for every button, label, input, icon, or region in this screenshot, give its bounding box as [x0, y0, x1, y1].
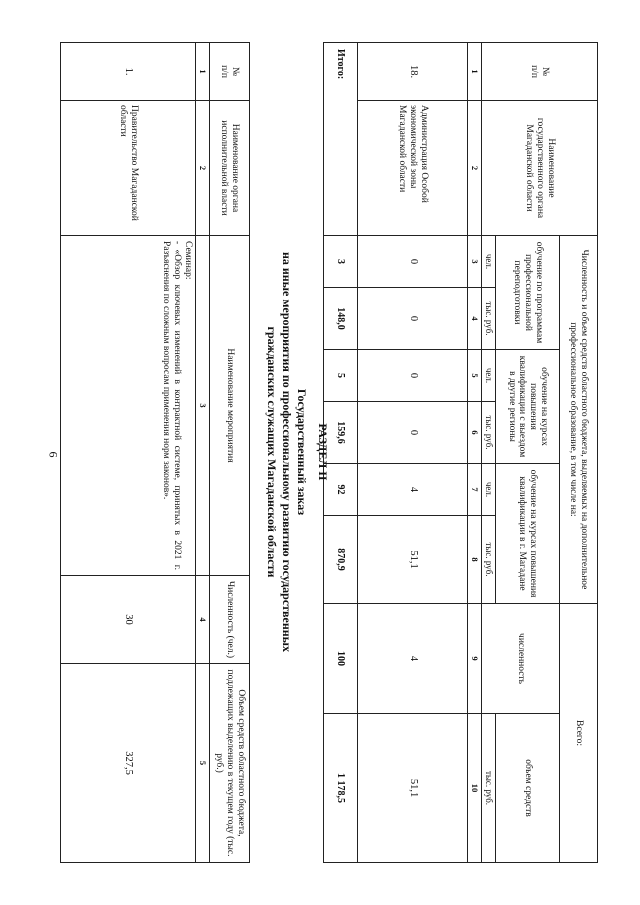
staffing-budget-table-container: [323, 42, 598, 862]
column-number: 10: [468, 714, 482, 863]
events-table-container: [60, 42, 250, 862]
column-number: 1: [196, 43, 210, 101]
column-number: 8: [468, 516, 482, 604]
column-number: 5: [196, 664, 210, 863]
row-event: [61, 236, 196, 576]
row-cell: 4: [358, 604, 468, 714]
row-cell: 51,1: [358, 516, 468, 604]
row-cell: 0: [358, 402, 468, 464]
unit-people: чел.: [482, 350, 496, 402]
column-number: 4: [468, 288, 482, 350]
header-org: Наименование государственного органа Магаданской области: [482, 101, 598, 236]
unit-people: чел.: [482, 236, 496, 288]
total-cell: 870,9: [324, 516, 358, 604]
header-volume: Объем средств областного бюджета, подлежащих выделению в текущем году (тыс. руб.): [210, 664, 250, 863]
event-title: Семинар:: [183, 241, 193, 280]
row-volume: 327,5: [61, 664, 196, 863]
row-cell: 0: [358, 288, 468, 350]
total-cell: 92: [324, 464, 358, 516]
column-number: 3: [196, 236, 210, 576]
unit-money: тыс. руб.: [482, 288, 496, 350]
column-numbers-row: [468, 43, 482, 863]
total-cell: 100: [324, 604, 358, 714]
row-cell: 0: [358, 350, 468, 402]
row-number: 18.: [358, 43, 468, 101]
table-row: [61, 43, 196, 863]
header-total: Всего:: [560, 604, 598, 863]
total-cell: 148,0: [324, 288, 358, 350]
unit-people: чел.: [482, 464, 496, 516]
column-number: 6: [468, 402, 482, 464]
table-row: [358, 43, 468, 863]
row-cell: 0: [358, 236, 468, 288]
column-number: 5: [468, 350, 482, 402]
header-count: численность: [482, 604, 560, 714]
row-cell: 4: [358, 464, 468, 516]
column-number: 2: [468, 101, 482, 236]
column-number: 3: [468, 236, 482, 288]
total-cell: 1 178,5: [324, 714, 358, 863]
header-event: Наименование мероприятия: [210, 236, 250, 576]
header-group: Численность и объем средств областного бюджета, выделяемых на дополнительное профессиональное образование, в том числе на:: [560, 236, 598, 604]
header-count: Численность (чел.): [210, 576, 250, 664]
row-org-name: Администрация Особой экономической зоны Магаданской области: [358, 101, 468, 236]
event-text: - «Обзор ключевых изменений в контрактной системе, принятых в 2021 г. Разъяснения по сложным вопросам применения норм законов».: [161, 241, 183, 570]
section-line: гражданских служащих Магаданской области: [265, 326, 279, 578]
unit-money: тыс. руб.: [482, 402, 496, 464]
section-line: на иные мероприятия по профессиональному развитию государственных: [280, 251, 294, 653]
staffing-budget-table: [323, 42, 598, 863]
column-numbers-row: [196, 43, 210, 863]
page-number: 6: [46, 451, 61, 458]
column-number: 4: [196, 576, 210, 664]
column-number: 1: [468, 43, 482, 101]
column-number: 2: [196, 101, 210, 236]
header-prog2: обучение на курсах повышения квалификации с выездом в другие регионы: [496, 350, 560, 464]
row-count: 30: [61, 576, 196, 664]
total-label: Итого:: [324, 43, 358, 236]
header-prog1: обучение по программам профессиональной переподготовки: [496, 236, 560, 350]
section-heading: [264, 42, 330, 862]
header-prog3: обучение на курсах повышения квалификации в г. Магадане: [496, 464, 560, 604]
header-volume: объем средств: [496, 714, 560, 863]
header-num: № п/п: [210, 43, 250, 101]
section-line: Государственный заказ: [295, 388, 309, 516]
total-cell: 5: [324, 350, 358, 402]
section-title: РАЗДЕЛ II: [316, 423, 330, 481]
column-number: 7: [468, 464, 482, 516]
total-cell: 159,6: [324, 402, 358, 464]
unit-money: тыс. руб.: [482, 714, 496, 863]
row-number: 1.: [61, 43, 196, 101]
column-number: 9: [468, 604, 482, 714]
header-num: № п/п: [482, 43, 598, 101]
row-cell: 51,1: [358, 714, 468, 863]
unit-money: тыс. руб.: [482, 516, 496, 604]
header-org: Наименование органа исполнительной власти: [210, 101, 250, 236]
total-cell: 3: [324, 236, 358, 288]
row-org-name: Правительство Магаданской области: [61, 101, 196, 236]
events-table: [60, 42, 250, 863]
